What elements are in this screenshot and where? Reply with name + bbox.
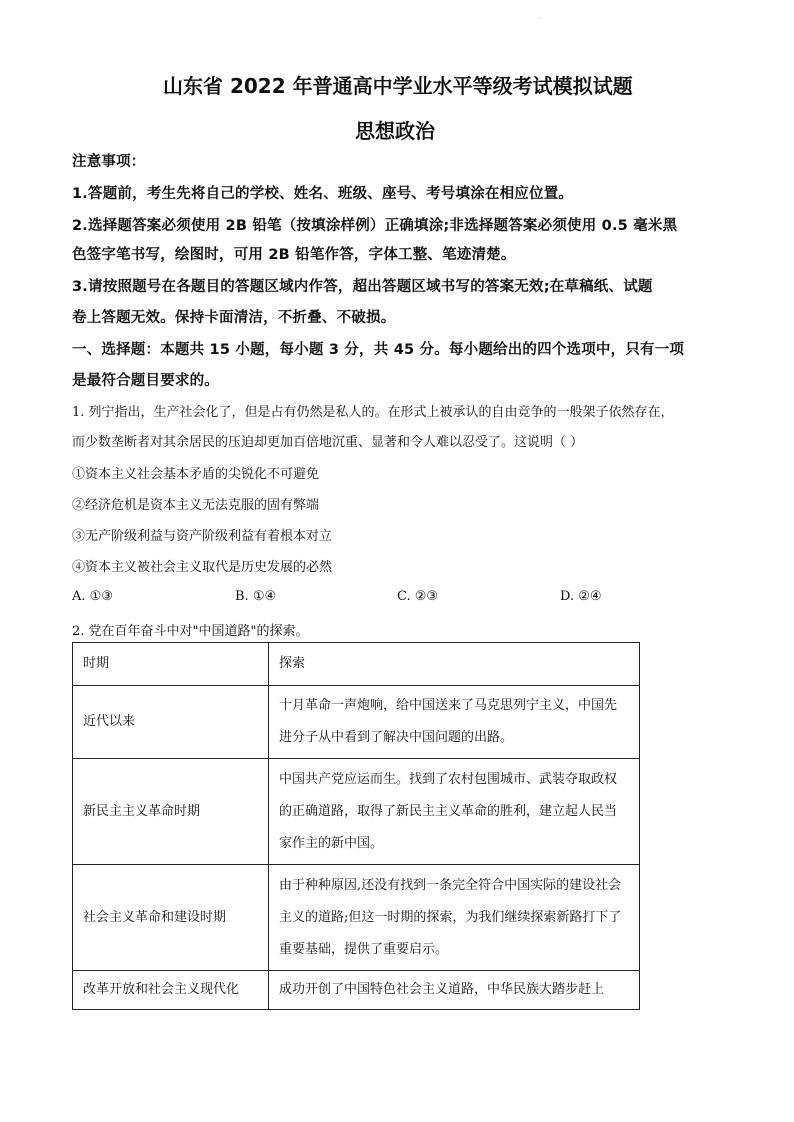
option-b: B. ①④ — [235, 589, 277, 604]
content-text: 成功开创了中国特色社会主义道路，中华民族大踏步赶上 — [279, 982, 605, 997]
table-row — [73, 686, 640, 759]
period-cell: 社会主义革命和建设时期 — [73, 865, 269, 971]
exploration-table — [72, 642, 640, 1010]
statement-2: ②经济危机是资本主义无法克服的固有弊端 — [72, 498, 320, 513]
table-row — [73, 971, 640, 1010]
note-line: 色签字笔书写，绘图时，可用 2B 铅笔作答，字体工整、笔迹清楚。 — [72, 247, 516, 263]
section-heading: 一、选择题：本题共 15 小题，每小题 3 分，共 45 分。每小题给出的四个选项中，只有一项 — [72, 342, 685, 358]
table-row — [73, 865, 640, 971]
option-a: A. ①③ — [72, 589, 113, 604]
question2-stem: 2. 党在百年奋斗中对"中国道路"的探索。 — [72, 624, 309, 639]
content-text: 由于种种原因,还没有找到一条完全符合中国实际的建设社会主义的道路;但这一时期的探索，为我们继续探索新路打下了重要基础，提供了重要启示。 — [279, 877, 622, 957]
subject-title: 思想政治 — [355, 119, 435, 143]
notes-heading: 注意事项： — [72, 154, 146, 170]
content-cell — [269, 971, 640, 1010]
note-line: 卷上答题无效。保持卡面清洁，不折叠、不破损。 — [72, 310, 396, 326]
corner-mark: · — [538, 14, 541, 23]
note-line: 1.答题前，考生先将自己的学校、姓名、班级、座号、考号填涂在相应位置。 — [72, 186, 574, 202]
table-header-row — [73, 643, 640, 686]
option-d: D. ②④ — [560, 589, 602, 604]
option-c: C. ②③ — [397, 589, 439, 604]
content-text: 中国共产党应运而生。找到了农村包围城市、武装夺取政权的正确道路，取得了新民主主义革命的胜利，建立起人民当家作主的新中国。 — [279, 771, 618, 851]
header-exploration: 探索 — [269, 643, 640, 686]
statement-3: ③无产阶级利益与资产阶级利益有着根本对立 — [72, 529, 333, 544]
content-cell — [269, 686, 640, 759]
content-cell — [269, 865, 640, 971]
period-cell: 改革开放和社会主义现代化 — [73, 971, 269, 1010]
exam-title: 山东省 2022 年普通高中学业水平等级考试模拟试题 — [163, 74, 633, 98]
note-line: 2.选择题答案必须使用 2B 铅笔（按填涂样例）正确填涂;非选择题答案必须使用 0.5 毫米黑 — [72, 218, 678, 234]
statement-1: ①资本主义社会基本矛盾的尖锐化不可避免 — [72, 467, 320, 482]
statement-4: ④资本主义被社会主义取代是历史发展的必然 — [72, 560, 333, 575]
note-line: 3.请按照题号在各题目的答题区域内作答，超出答题区域书写的答案无效;在草稿纸、试题 — [72, 279, 653, 295]
question1-stem: 1. 列宁指出，生产社会化了，但是占有仍然是私人的。在形式上被承认的自由竞争的一般架子依然存在， — [72, 405, 674, 420]
section-heading-cont: 是最符合题目要求的。 — [72, 373, 219, 389]
period-cell: 新民主主义革命时期 — [73, 759, 269, 865]
question1-stem-cont: 而少数垄断者对其余居民的压迫却更加百倍地沉重、显著和令人难以忍受了。这说明（ ） — [72, 435, 584, 450]
period-cell: 近代以来 — [73, 686, 269, 759]
table-row — [73, 759, 640, 865]
header-period: 时期 — [73, 643, 269, 686]
content-cell — [269, 759, 640, 865]
content-text: 十月革命一声炮响，给中国送来了马克思列宁主义，中国先进分子从中看到了解决中国问题的出路。 — [279, 698, 618, 745]
